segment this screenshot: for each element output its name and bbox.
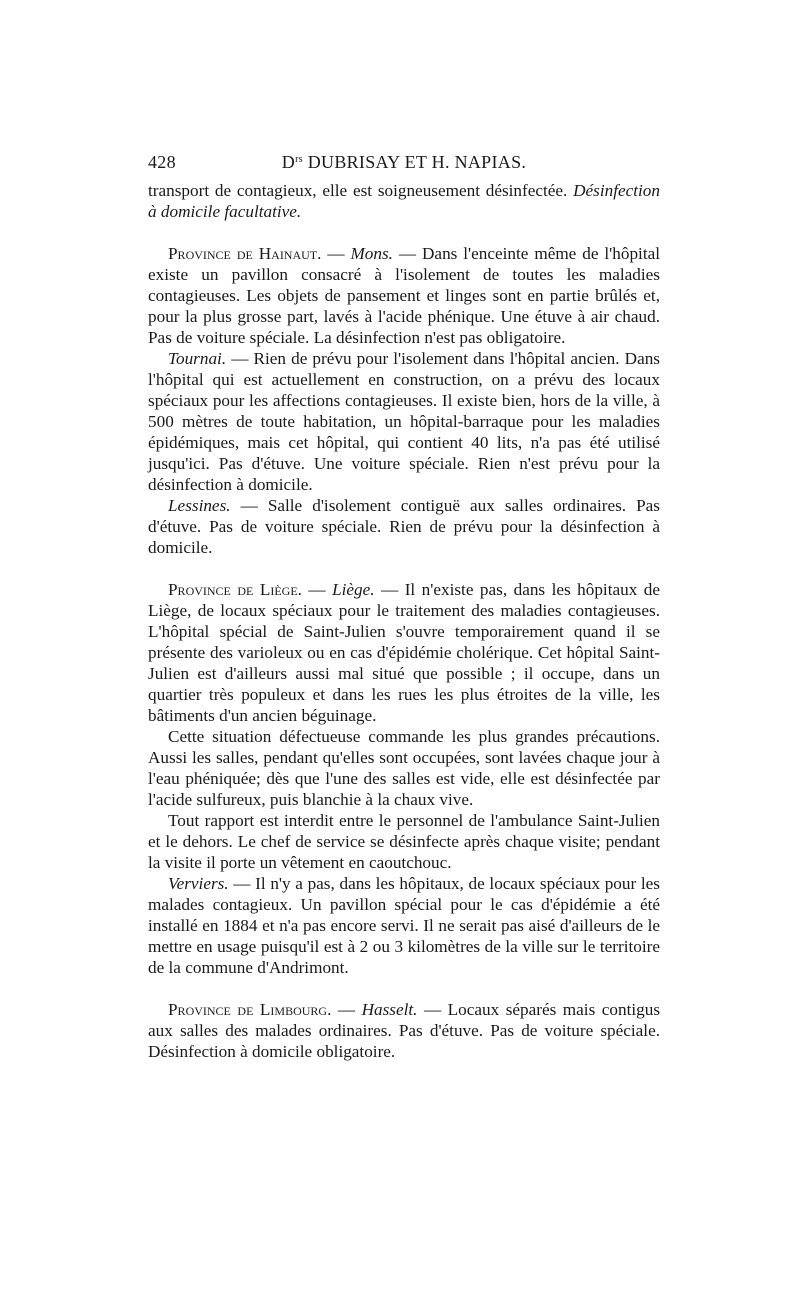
paragraph-text: — Il n'y a pas, dans les hôpitaux, de locaux spéciaux pour les malades contagieux. Un pavillon spécial pour le cas d'épidémie a été installé en 1884 et n'a pas encore servi. Il ne serait pas aisé d'ailleurs de le mettre en usage puisqu'il est à 2 ou 3 kilomètres de la ville sur le territoire de la commune d'Andrimont. — [148, 874, 660, 977]
page-number: 428 — [148, 152, 176, 172]
paragraph-liege-precautions — [148, 726, 660, 810]
province-heading: Province de Liège. — [168, 580, 302, 599]
paragraph-liege-personnel — [148, 810, 660, 873]
city-name: Mons. — [350, 244, 393, 263]
disinfection-note: Désinfection à domicile facultative. — [148, 181, 660, 221]
paragraph-text: — Salle d'isolement contiguë aux salles ordinaires. Pas d'étuve. Pas de voiture spéciale. Rien de prévu pour la désinfection à domicile. — [148, 496, 660, 557]
separator: — — [331, 1000, 362, 1019]
paragraph-text: — Dans l'enceinte même de l'hôpital existe un pavillon consacré à l'isolement de toutes les maladies contagieuses. Les objets de pansement et linges sont en partie brûlés et, pour la plus grosse part, lavés à l'acide phénique. Une étuve à air chaud. Pas de voiture spéciale. La désinfection n'est pas obligatoire. — [148, 244, 660, 347]
paragraph-text: transport de contagieux, elle est soigneusement désinfectée. — [148, 181, 574, 200]
city-name: Liège. — [332, 580, 375, 599]
paragraph-text: Tout rapport est interdit entre le personnel de l'ambulance Saint-Julien et le dehors. Le chef de service se désinfecte après chaque visite; pendant la visite il porte un vêtement en caoutchouc. — [148, 811, 660, 872]
author-prefix: D — [281, 152, 296, 172]
paragraph-text: — Il n'existe pas, dans les hôpitaux de Liège, de locaux spéciaux pour le traitement des maladies contagieuses. L'hôpital spécial de Saint-Julien s'ouvre temporairement quand il se présente des varioleux ou en cas d'épidémie cholérique. Cet hôpital Saint-Julien est d'ailleurs aussi mal situé que possible ; il occupe, dans un quartier très populeux et dans les rues les plus étroites de la ville, les bâtiments d'un ancien béguinage. — [148, 580, 660, 725]
paragraph-text: — Locaux séparés mais contigus aux salles des malades ordinaires. Pas d'étuve. Pas de voiture spéciale. Désinfection à domicile obligatoire. — [148, 1000, 661, 1061]
paragraph-limbourg-hasselt — [148, 999, 660, 1062]
city-name: Tournai. — [168, 349, 227, 368]
city-name: Verviers. — [168, 874, 229, 893]
separator: — — [301, 580, 333, 599]
running-head — [148, 152, 660, 173]
separator: — — [321, 244, 351, 263]
paragraph-hainaut-mons — [148, 243, 660, 348]
province-heading: Province de Hainaut. — [168, 244, 322, 263]
city-name: Lessines. — [168, 496, 231, 515]
body-text — [148, 180, 660, 1062]
paragraph-verviers — [148, 873, 660, 978]
paragraph-continuation — [148, 180, 660, 222]
city-name: Hasselt. — [361, 1000, 418, 1019]
author-names: DUBRISAY ET H. NAPIAS. — [302, 152, 527, 172]
paragraph-text: — Rien de prévu pour l'isolement dans l'hôpital ancien. Dans l'hôpital qui est actuellement en construction, on a prévu des locaux spéciaux pour les affections contagieuses. Il existe bien, hors de la ville, à 500 mètres de toute habitation, un hôpital-barraque pour les maladies épidémiques, mais cet hôpital, qui contient 40 lits, n'a pas été utilisé jusqu'ici. Pas d'étuve. Une voiture spéciale. Rien n'est prévu pour la désinfection à domicile. — [148, 349, 660, 494]
province-heading: Province de Limbourg. — [168, 1000, 332, 1019]
paragraph-lessines — [148, 495, 660, 558]
paragraph-tournai — [148, 348, 660, 495]
author-superscript: rs — [295, 154, 303, 165]
page-header — [148, 152, 660, 176]
paragraph-liege — [148, 579, 660, 726]
paragraph-text: Cette situation défectueuse commande les plus grandes précautions. Aussi les salles, pendant qu'elles sont occupées, sont lavées chaque jour à l'eau phéniquée; dès que l'une des salles est vide, elle est désinfectée par l'acide sulfureux, puis blanchie à la chaux vive. — [148, 727, 660, 809]
